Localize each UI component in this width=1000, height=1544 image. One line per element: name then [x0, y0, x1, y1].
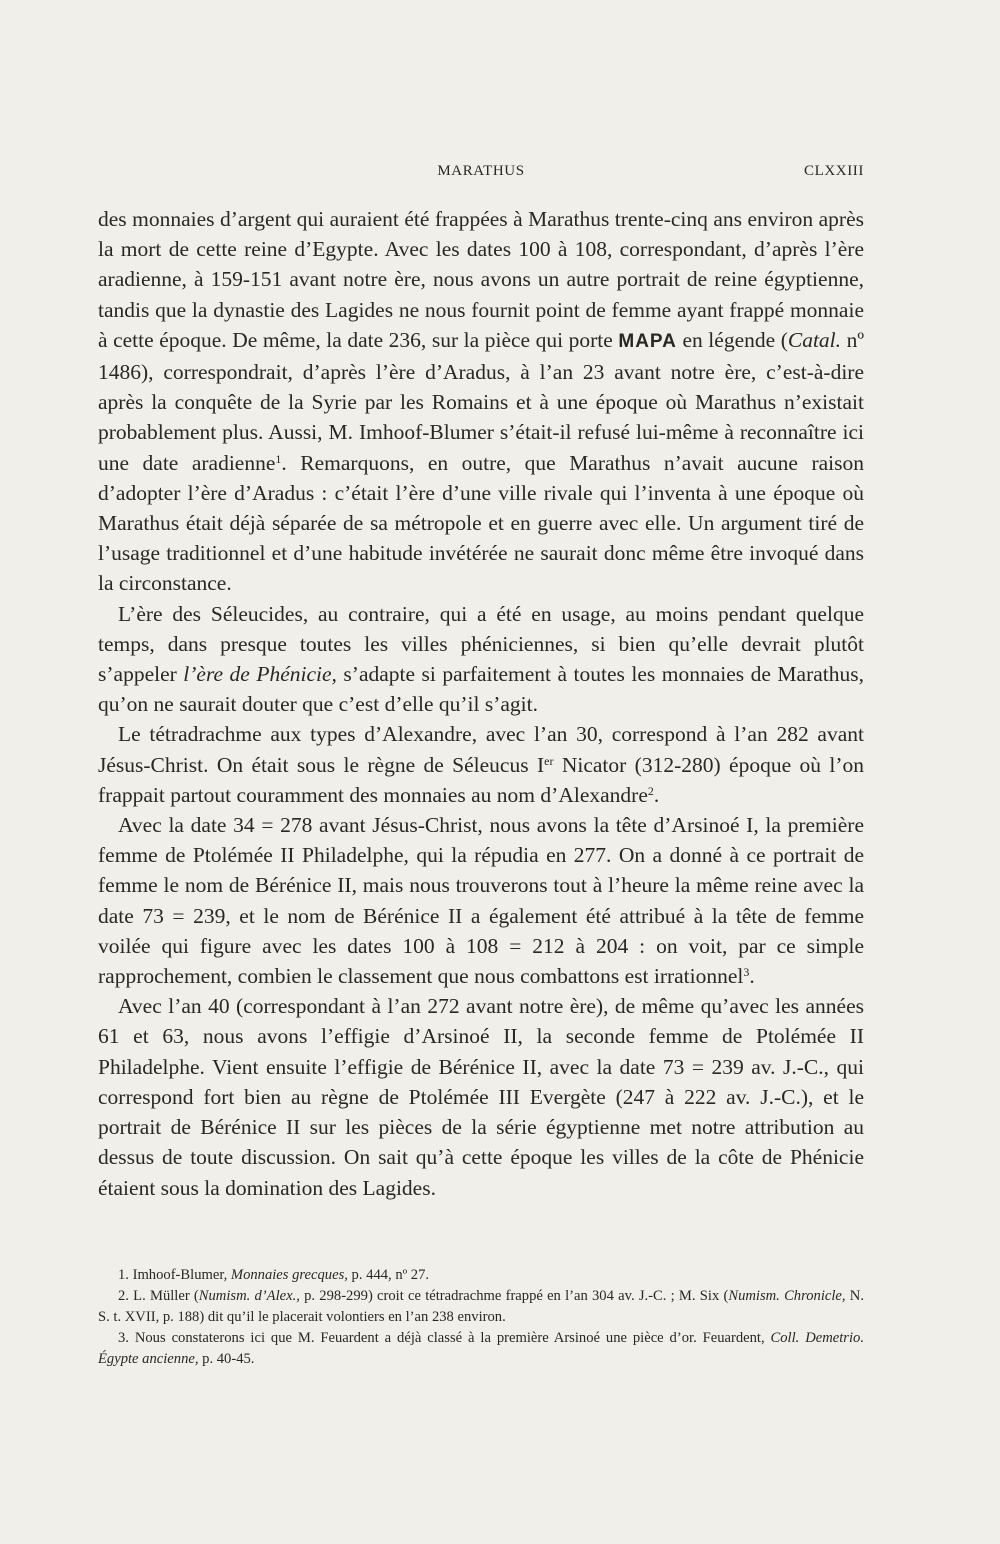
main-text	[98, 204, 864, 1203]
italic-title: Numism. Chronicle,	[728, 1288, 846, 1304]
text-run: .	[749, 964, 755, 989]
text-run: en légende (	[676, 327, 788, 352]
running-header	[98, 163, 864, 187]
text-run: Nicator (312-280) époque où l’on frappait partout couramment des monnaies au nom d’Alexandre	[98, 752, 864, 807]
footnote-ref: 3	[743, 965, 750, 980]
footnote-1	[98, 1265, 864, 1286]
text-run: 1. Imhoof-Blumer,	[118, 1267, 231, 1283]
text-run: Avec la date 34 = 278 avant Jésus-Christ, nous avons la tête d’Arsinoé I, la première femme de Ptolémée II Philadelphe, qui la répudia en 277. On a donné à ce portrait de femme le nom de Bérénice II, mais nous trouverons tout à l’heure la même reine avec la date 73 = 239, et le nom de Bérénice II a également été attribué à la tête de femme voilée qui figure avec les dates 100 à 108 = 212 à 204 : on voit, par ce simple rapprochement, combien le classement que nous combattons est irrationnel	[98, 813, 864, 989]
paragraph-2	[98, 599, 864, 720]
footnotes	[98, 1265, 864, 1370]
paragraph-3	[98, 719, 864, 810]
text-run: . Remarquons, en outre, que Marathus n’avait aucune raison d’adopter l’ère d’Aradus : c’était l’ère d’une ville rivale qui l’inventa à une époque où Marathus était déjà séparée de sa métropole et en guerre avec elle. Un argument tiré de l’usage traditionnel et d’une habitude invétérée ne saurait donc même être invoqué dans la circonstance.	[98, 450, 864, 596]
italic-title: Numism. d’Alex.,	[198, 1288, 300, 1304]
text-run: p. 40-45.	[198, 1351, 255, 1367]
footnote-3	[98, 1328, 864, 1370]
text-run: p. 444, nº 27.	[347, 1267, 430, 1283]
text-run: .	[653, 782, 660, 807]
text-run: des monnaies d’argent qui auraient été frappées à Marathus trente-cinq ans environ après la mort de cette reine d’Egypte. Avec les dates 100 à 108, correspondant, d’après l’ère aradienne, à 159-151 avant notre ère, nous avons un autre portrait de reine égyptienne, tandis que la dynastie des Lagides ne nous fournit point de femme ayant frappé monnaie à cette époque. De même, la date 236, sur la pièce qui porte	[98, 207, 864, 352]
text-run: 2. L. Müller (	[118, 1288, 199, 1304]
text-run: p. 298-299) croit ce tétradrachme frappé en l’an 304 av. J.-C. ; M. Six (	[299, 1288, 729, 1304]
text-run: s’adapte si parfaitement à toutes les monnaies de Marathus, qu’on ne saurait douter que c’est d’elle qu’il s’agit.	[98, 662, 864, 717]
italic-title: Coll. Demetrio. Égypte ancienne,	[98, 1330, 864, 1367]
italic-phrase: l’ère de Phénicie,	[183, 662, 337, 687]
paragraph-1	[98, 204, 864, 599]
paragraph-5	[98, 991, 864, 1202]
text-run: Avec l’an 40 (correspondant à l’an 272 avant notre ère), de même qu’avec les années 61 et 63, nous avons l’effigie d’Arsinoé II, la seconde femme de Ptolémée II Philadelphe. Vient ensuite l’effigie de Bérénice II, avec la date 73 = 239 av. J.-C., qui correspond fort bien au règne de Ptolémée III Evergète (247 à 222 av. J.-C.), et le portrait de Bérénice II sur les pièces de la série égyptienne met notre attribution au dessus de toute discussion. On sait qu’à cette époque les villes de la côte de Phénicie étaient sous la domination des Lagides.	[98, 994, 864, 1200]
page-number: CLXXIII	[803, 163, 864, 179]
greek-legend: MAPA	[618, 330, 677, 352]
italic-title: Monnaies grecques,	[230, 1267, 348, 1283]
catalogue-ref: Catal.	[787, 327, 842, 352]
text-run: 3. Nous constaterons ici que M. Feuardent a déjà classé à la première Arsinoé une pièce d’or. Feuardent,	[118, 1330, 771, 1346]
footnote-ref: 2	[647, 783, 654, 798]
footnote-2	[98, 1286, 864, 1328]
text-run: nº 1486), correspondrait, d’après l’ère d’Aradus, à l’an 23 avant notre ère, c’est-à-dire après la conquête de la Syrie par les Romains et à une époque où Marathus n’existait probablement plus. Aussi, M. Imhoof-Blumer s’était-il refusé lui-même à reconnaître ici une date aradienne	[98, 327, 864, 475]
superscript: er	[544, 753, 554, 768]
text-run: N. S. t. XVII, p. 188) dit qu’il le placerait volontiers en l’an 238 environ.	[98, 1288, 864, 1325]
paragraph-4	[98, 810, 864, 991]
footnote-ref: 1	[275, 451, 282, 466]
running-title: MARATHUS	[437, 163, 525, 179]
text-run: Le tétradrachme aux types d’Alexandre, avec l’an 30, correspond à l’an 282 avant Jésus-Christ. On était sous le règne de Séleucus I	[98, 722, 864, 777]
text-run: L’ère des Séleucides, au contraire, qui a été en usage, au moins pendant quelque temps, dans presque toutes les villes phéniciennes, si bien qu’elle devrait plutôt s’appeler	[98, 601, 864, 687]
